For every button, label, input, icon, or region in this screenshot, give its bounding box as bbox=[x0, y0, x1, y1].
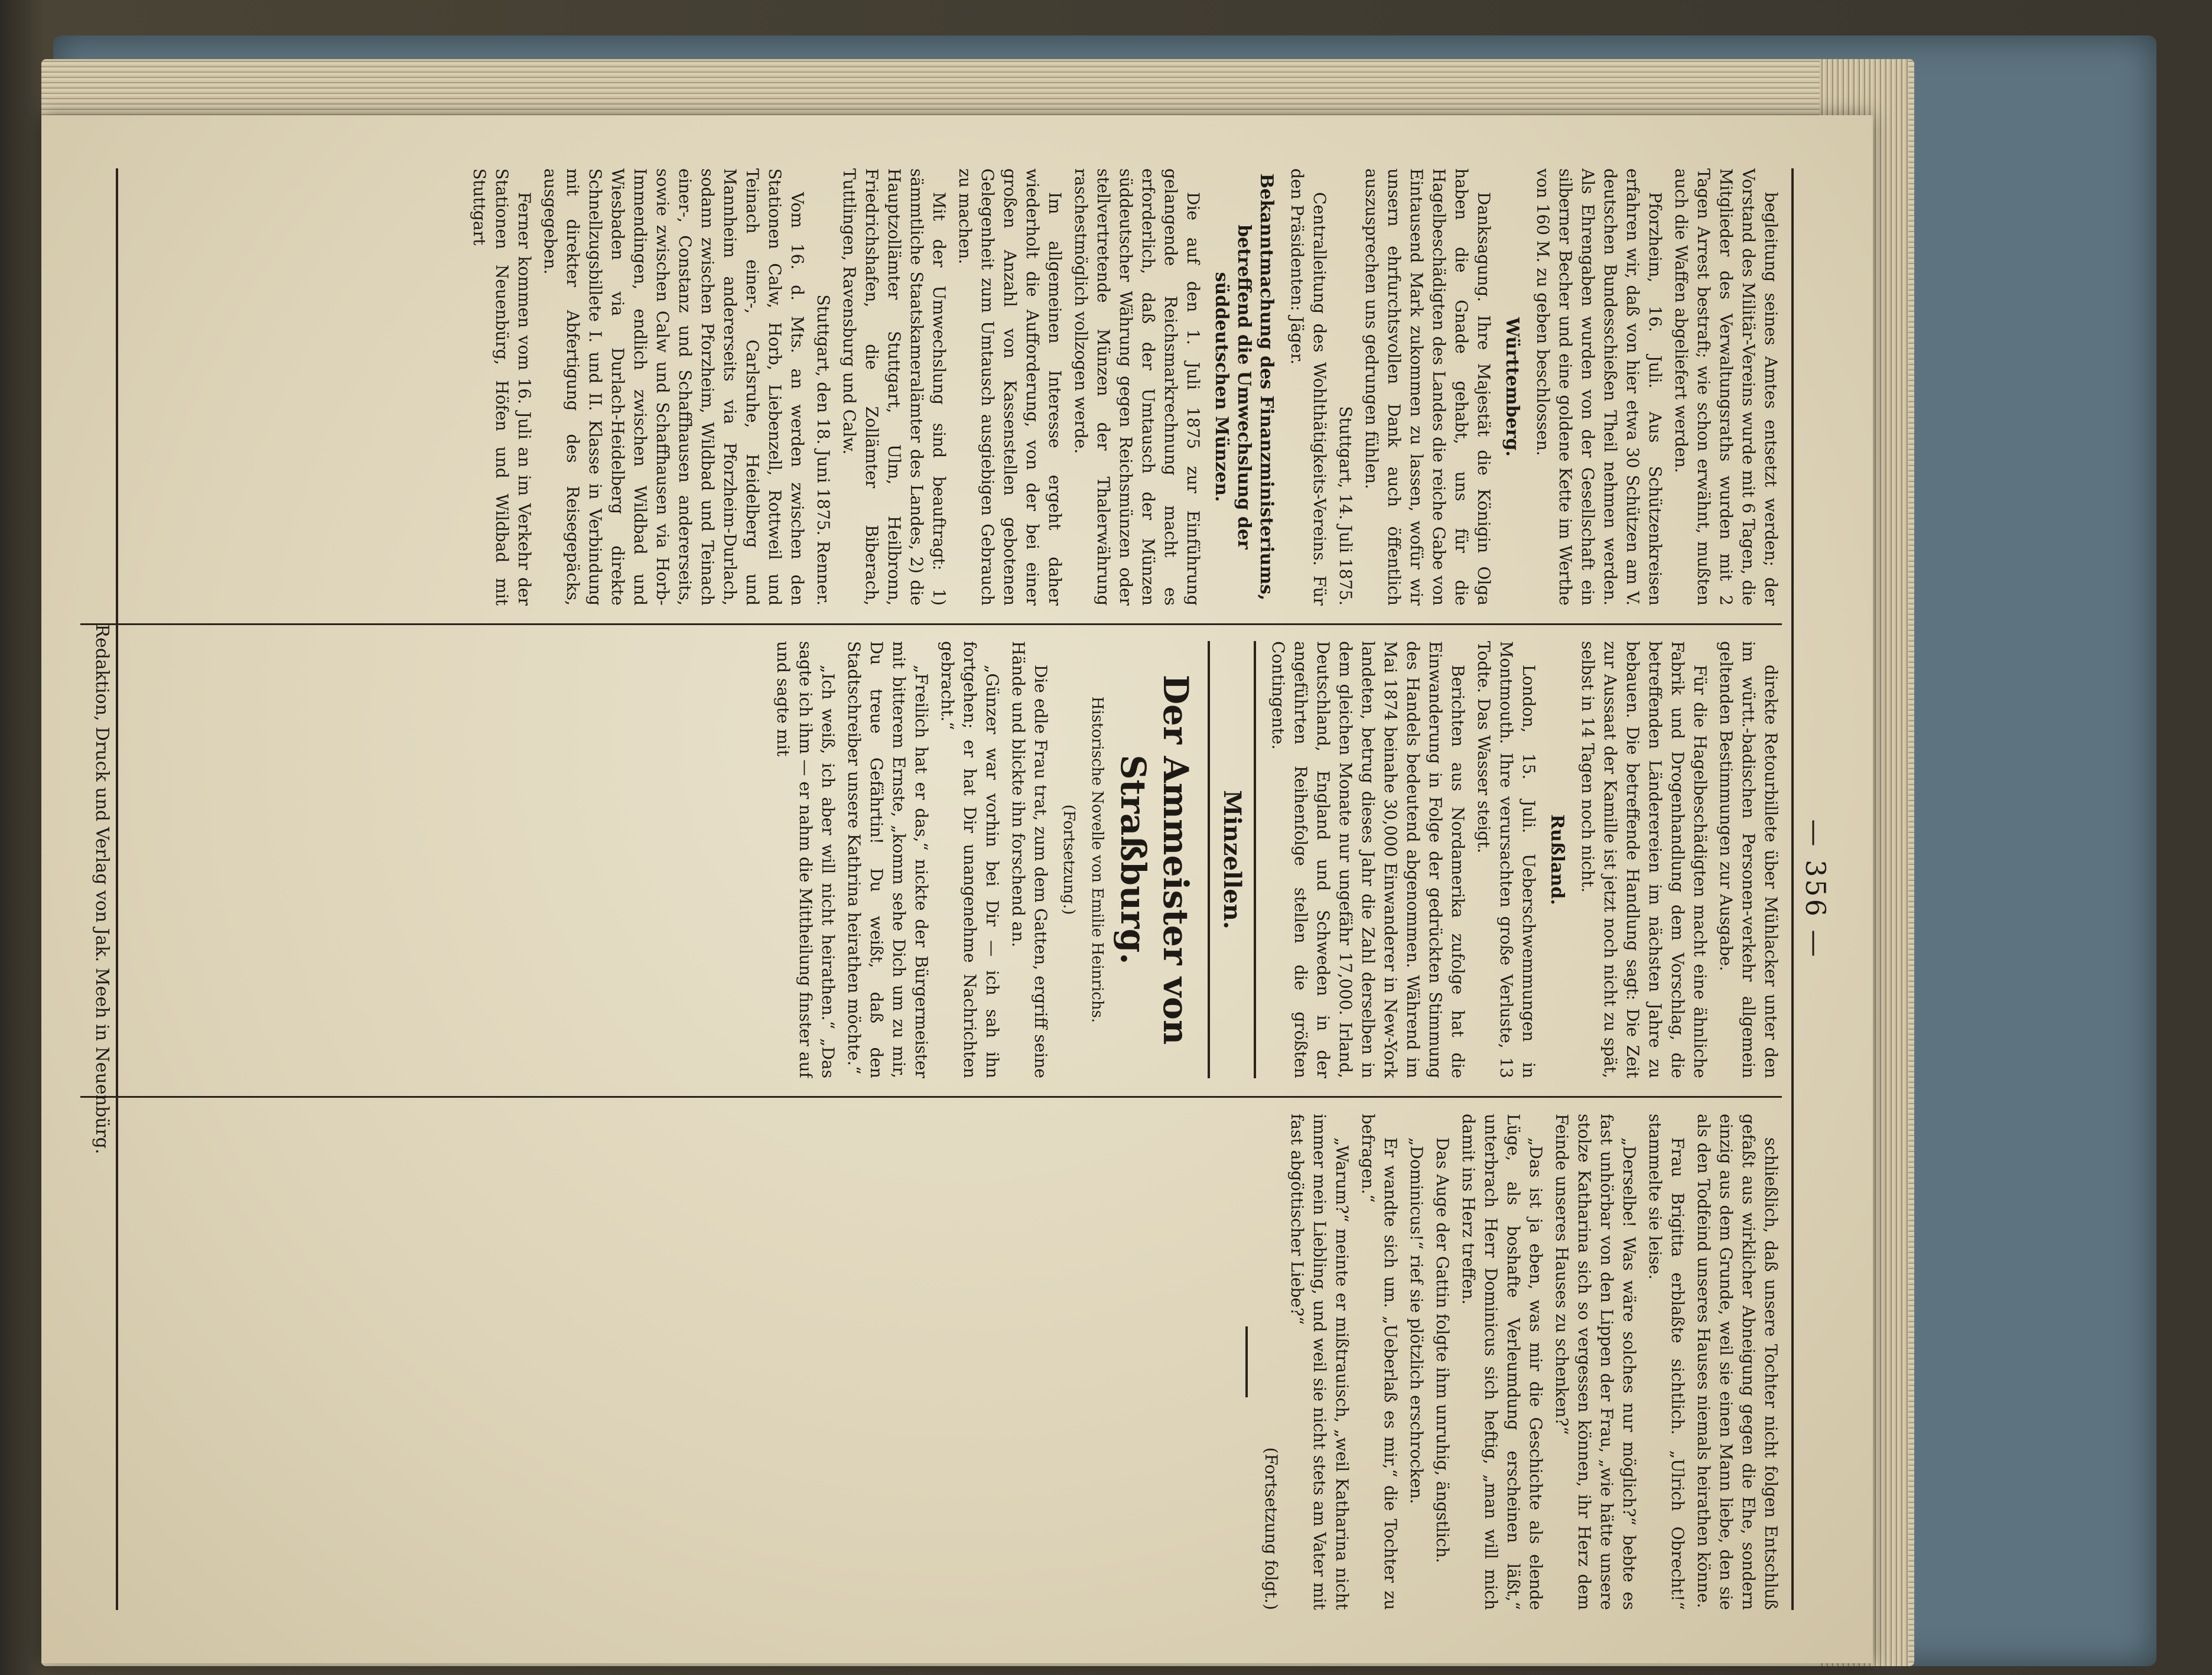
column-divider bbox=[80, 623, 1782, 625]
story-end-note: (Fortsetzung folgt.) bbox=[1261, 1447, 1281, 1610]
paragraph: Die edle Frau trat, zum dem Gatten, ergriff seine Hände und blickte ihn forschend an. bbox=[1009, 641, 1050, 1078]
paragraph: Das Auge der Gattin folgte ihm unruhig, ängstlich. bbox=[1433, 1137, 1452, 1563]
footer-rule bbox=[116, 168, 118, 1610]
section-heading-minzellen: Minzellen. bbox=[1218, 790, 1246, 929]
paragraph: Im allgemeinen Interesse ergeht daher wiederholt die Aufforderung, von der bei einer großen Anzahl von Kassenstellen gebotenen Gelegenheit zum Umtausch ausgiebigen Gebrauch zu machen. bbox=[955, 168, 1065, 606]
paragraph: „Derselbe! Was wäre solches nur möglich?“ bebte es fast unhörbar von den Lippen der Frau, „wie hätte unsere stolze Katharina sich so vergessen können, ihr Herz dem Feinde unseres Hauses zu schenken?“ bbox=[1552, 1114, 1639, 1610]
paragraph: „Freilich hat er das,“ nickte der Bürgermeister mit bitterem Ernste, „komm sehe Dich um zu mir, Du treue Gefährtin! Du weißt, daß den Stadtschreiber unsere Kathrina heirathen möchte.“ bbox=[844, 641, 931, 1078]
paragraph: Er wandte sich um. „Ueberlaß es mir,“ die Tochter zu befragen.“ bbox=[1358, 1114, 1400, 1610]
story-title: Der Ammeister von Straßburg. bbox=[1113, 674, 1196, 1045]
paragraph: London, 15. Juli. Ueberschwemmungen in Montmouth. Ihre verursachten große Verluste, 13 Todte. Das Wasser steigt. bbox=[1474, 641, 1538, 1078]
paragraph: Danksagung. Ihre Majestät die Königin Olga haben die Gnade gehabt, uns für die Hagelbeschädigten des Landes die reiche Gabe von Eintausend Mark zukommen zu lassen, wofür wir unsern ehrfurchtsvollen Dank auch öffentlich auszusprechen uns gedrungen fühlen. bbox=[1362, 168, 1494, 606]
column-3 bbox=[80, 1114, 1782, 1610]
end-rule bbox=[1245, 1326, 1248, 1397]
paragraph: Mit der Umwechslung sind beauftragt: 1) sämmtliche Staatskameralämter des Landes, 2) die Hauptzollämter Stuttgart, Ulm, Heilbronn, Friedrichshafen, die Zollämter Biberach, Tuttlingen, Ravensburg und Calw. bbox=[840, 168, 949, 606]
paragraph: Pforzheim, 16. Juli. Aus Schützenkreisen erfahren wir, daß von hier etwa 30 Schützen am V. deutschen Bundesschießen Theil nehmen werden. Als Ehrengaben wurden von der Gesellschaft ein silberner Becher und eine goldene Kette im Werthe von 160 M. zu geben beschlossen. bbox=[1533, 168, 1665, 606]
paragraph: schließlich, daß unsere Tochter nicht folgen Entschluß gefaßt aus wirklicher Abneigung gegen die Ehe, sondern einzig aus dem Grunde, weil sie einen Mann liebe, den sie als den Todfeind unseres Hauses niemals heirathen könne. bbox=[1694, 1114, 1781, 1610]
section-heading-russland: Rußland. bbox=[1547, 814, 1567, 905]
paragraph: direkte Retourbillete über Mühlacker unter den im württ.-badischen Personen-verkehr allgemein geltenden Bestimmungen zur Ausgabe. bbox=[1716, 641, 1781, 1078]
paragraph: Vom 16. d. Mts. an werden zwischen den Stationen Calw, Horb, Liebenzell, Rottweil und Teinach einer-, Carlsruhe, Heidelberg und Mannheim andererseits via Pforzheim-Durlach, sodann zwischen Pforzheim, Wildbad und Teinach einer-, Constanz und Schaffhausen andererseits, sowie zwischen Calw und Schaffhausen via Horb-Immendingen, endlich zwischen Wildbad und Wiesbaden via Durlach-Heidelberg direkte Schnellzugsbillete I. und II. Klasse in Verbindung mit direkter Abfertigung des Reisegepäcks, ausgegeben. bbox=[541, 168, 807, 606]
newspaper-page bbox=[41, 115, 1873, 1663]
signature: Stuttgart, den 18. Juni 1875. Renner. bbox=[814, 294, 833, 606]
paragraph: „Günzer war vorhin bei Dir — ich sah ihn fortgehen; er hat Dir unangenehme Nachrichten gebracht.“ bbox=[938, 641, 1002, 1078]
paragraph: Berichten aus Nordamerika zufolge hat die Einwanderung in Folge der gedrückten Stimmung des Handels bedeutend abgenommen. Während im Mai 1874 beinahe 30,000 Einwanderer in New-York landeten, betrug dieses Jahr die Zahl derselben in dem gleichen Monate nur ungefähr 17,000. Irland, Deutschland, England und Schweden in der angeführten Reihenfolge stellen die größten Contingente. bbox=[1268, 641, 1468, 1078]
section-heading-bekanntmachung: Bekanntmachung des Finanzministeriums, betreffend die Umwechslung der süddeutschen Münzen. bbox=[1211, 173, 1277, 601]
paragraph: begleitung seines Amtes entsetzt werden; der Vorstand des Militär-Vereins wurde mit 6 Tagen, die Mitglieder des Verwaltungsraths wurden mit 2 Tagen Arrest bestraft; wie schon erwähnt, mußten auch die Waffen abgeliefert werden. bbox=[1671, 168, 1781, 606]
paragraph: Die auf den 1. Juli 1875 zur Einführung gelangende Reichsmarkrechnung macht es erforderlich, daß der Umtausch der Münzen süddeutscher Währung gegen Reichsmünzen oder stellvertretende Münzen der Thalerwährung raschestmöglich vollzogen werde. bbox=[1071, 168, 1203, 606]
paragraph: „Dominicus!“ rief sie plötzlich erschrocken. bbox=[1407, 1137, 1426, 1504]
paragraph: „Das ist ja eben, was mir die Geschichte als elende Lüge, als boshafte Verleumdung erscheinen läßt,“ unterbrach Herr Dominicus sich heftig, „man will mich damit ins Herz treffen. bbox=[1459, 1114, 1546, 1610]
paragraph: Ferner kommen vom 16. Juli an im Verkehr der Stationen Neuenbürg, Höfen und Wildbad mit Stuttgart bbox=[470, 168, 534, 606]
story-continued: (Fortsetzung.) bbox=[1060, 804, 1078, 915]
header-rule bbox=[1791, 168, 1794, 1610]
paragraph: „Warum?“ meinte er mißtrauisch, „weil Katharina nicht immer mein Liebling, und weil sie nicht stets am Vater mit fast abgöttischer Liebe?“ bbox=[1287, 1114, 1352, 1610]
column-2 bbox=[80, 641, 1782, 1078]
story-subtitle: Historische Novelle von Emilie Heinrichs. bbox=[1088, 696, 1106, 1023]
section-heading-wurttemberg: Württemberg. bbox=[1502, 317, 1523, 457]
paragraph: Frau Brigitta erblaßte sichtlich. „Ulrich Obrecht!“ stammelte sie leise. bbox=[1645, 1114, 1687, 1610]
column-1 bbox=[80, 168, 1782, 606]
imprint-footer: Redaktion, Druck und Verlag von Jak. Meeh in Neuenbürg. bbox=[92, 624, 112, 1154]
paragraph: „Ich weiß, ich aber will nicht heirathen.“ „Das sagte ich ihm — er nahm die Mittheilung finster auf und sagte mit bbox=[773, 641, 838, 1078]
dateline: Stuttgart, 14. Juli 1875. bbox=[1336, 406, 1355, 606]
page-content bbox=[83, 168, 1832, 1610]
paragraph: Für die Hagelbeschädigten macht eine ähnliche Fabrik und Drogenhandlung dem Vorschlag, die betreffenden Länderereien im nächsten Jahre zu bebauen. Die betreffende Handlung sagt: Die Zeit zur Aussaat der Kamille ist jetzt noch nicht zu spät, selbst in 14 Tagen noch nicht. bbox=[1578, 641, 1710, 1078]
column-divider bbox=[80, 1096, 1782, 1098]
section-rule bbox=[1208, 641, 1210, 1078]
section-rule bbox=[1254, 641, 1256, 1078]
page-number: — 356 — bbox=[1800, 819, 1832, 960]
paragraph: Centralleitung des Wohlthätigkeits-Vereins. Für den Präsidenten: Jäger. bbox=[1287, 168, 1329, 606]
